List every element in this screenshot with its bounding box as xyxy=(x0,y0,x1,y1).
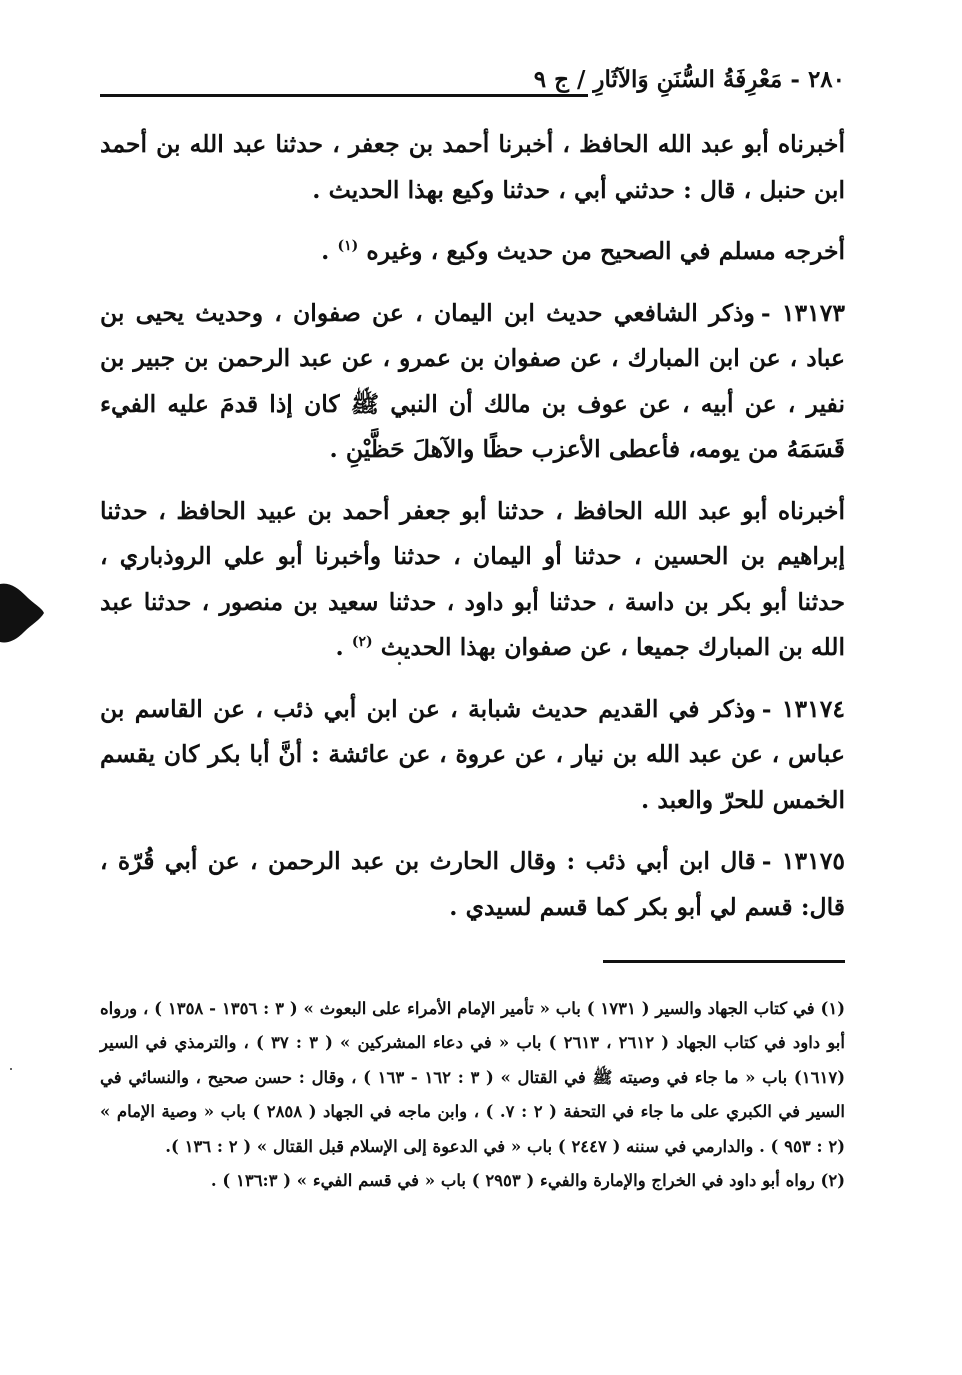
paragraph-text: أخبرناه أبو عبد الله الحافظ ، حدثنا أبو جعفر أحمد بن عبيد الحافظ ، حدثنا إبراهيم بن الحسين ، حدثنا أو اليمان ، حدثنا وأخبرنا أبو علي الروذباري ، حدثنا أبو بكر بن داسة ، حدثنا أبو داود ، حدثنا سعيد بن منصور ، حدثنا عبد الله بن المبارك جميعا ، عن صفوان بهذا الحديث xyxy=(100,496,845,661)
footnote: (١) في كتاب الجهاد والسير ( ١٧٣١ ) باب « تأمير الإمام الأمراء على البعوث » ( ٣ : ١٣٥٦ - ١٣٥٨ ) ، ورواه أبو داود في كتاب الجهاد ( ٢٦١٢ ، ٢٦١٣ ) باب « في دعاء المشركين » ( ٣ : ٣٧ ) ، والترمذي في السير (١٦١٧) باب « ما جاء في وصيته ﷺ في القتال » ( ٣ : ١٦٢ - ١٦٣ ) ، وقال : حسن صحيح ، والنسائي في السير في الكبري على ما جاء في التحفة ( ٢ : ٧. ) ، وابن ماجه في الجهاد ( ٢٨٥٨ ) باب « وصية الإمام » (٢ : ٩٥٣ ) . والدارمي في سننه ( ٢٤٤٧ ) باب « في الدعوة إلى الإسلام قبل القتال » ( ٢ : ١٣٦ ). xyxy=(100,999,846,1156)
hadith-entry xyxy=(100,687,845,824)
main-text xyxy=(100,122,845,930)
paragraph xyxy=(100,122,845,213)
hadith-entry xyxy=(100,839,845,930)
paragraph-text: أخبرناه أبو عبد الله الحافظ ، أخبرنا أحمد بن جعفر ، حدثنا عبد الله بن أحمد ابن حنبل ، قال : حدثني أبي ، حدثنا وكيع بهذا الحديث . xyxy=(100,130,845,204)
paragraph-text: أخرجه مسلم في الصحيح من حديث وكيع ، وغيره xyxy=(366,237,845,265)
footnote-rule xyxy=(603,960,845,963)
footnote: (٢) رواه أبو داود في الخراج والإمارة والفيء ( ٢٩٥٣ ) باب « في قسم الفيء » ( ١٣٦:٣ ) . xyxy=(210,1171,845,1191)
hadith-entry xyxy=(100,291,845,473)
running-header: ٢٨٠ - مَعْرِفَةُ السُّنَنِ وَالآثَارِ / ج ٩ xyxy=(533,66,845,93)
scan-margin-mark xyxy=(0,578,44,648)
hadith-number: ١٣١٧٤ - xyxy=(761,694,845,723)
paragraph xyxy=(100,489,845,671)
paragraph xyxy=(100,229,845,275)
scan-speck xyxy=(10,1068,12,1070)
footnote-ref: (١) xyxy=(337,238,359,255)
footnote-ref: (٢) xyxy=(351,634,373,651)
hadith-number: ١٣١٧٥ - xyxy=(761,847,845,875)
paragraph-tail: . xyxy=(335,633,352,661)
paragraph-tail: . xyxy=(321,237,338,265)
paragraph-text: وذكر في القديم حديث شبابة ، عن ابن أبي ذئب ، عن القاسم بن عباس ، عن عبد الله بن نيار ، عن عروة ، عن عائشة : أنَّ أبا بكر كان يقسم الخمس للحرّ والعبد . xyxy=(100,694,845,814)
hadith-number: ١٣١٧٣ - xyxy=(760,298,845,327)
scan-speck xyxy=(398,662,401,665)
paragraph-text: قال ابن أبي ذئب : وقال الحارث بن عبد الرحمن ، عن أبي قُرّة ، قال: قسم لي أبو بكر كما قسم لسيدي . xyxy=(100,847,845,921)
paragraph-text: وذكر الشافعي حديث ابن اليمان ، عن صفوان ، وحديث يحيى بن عباد ، عن ابن المبارك ، عن صفوان بن عمرو ، عن عبد الرحمن بن جبير بن نفير ، عن أبيه ، عن عوف بن مالك أن النبي ﷺ كان إذا قدمَ عليه الفيء قَسَمَهُ من يومه، فأعطى الأعزب حظًا والآهلَ حَظَّيْنِ . xyxy=(100,298,845,463)
footnotes xyxy=(100,992,845,1198)
header-rule xyxy=(100,94,588,97)
